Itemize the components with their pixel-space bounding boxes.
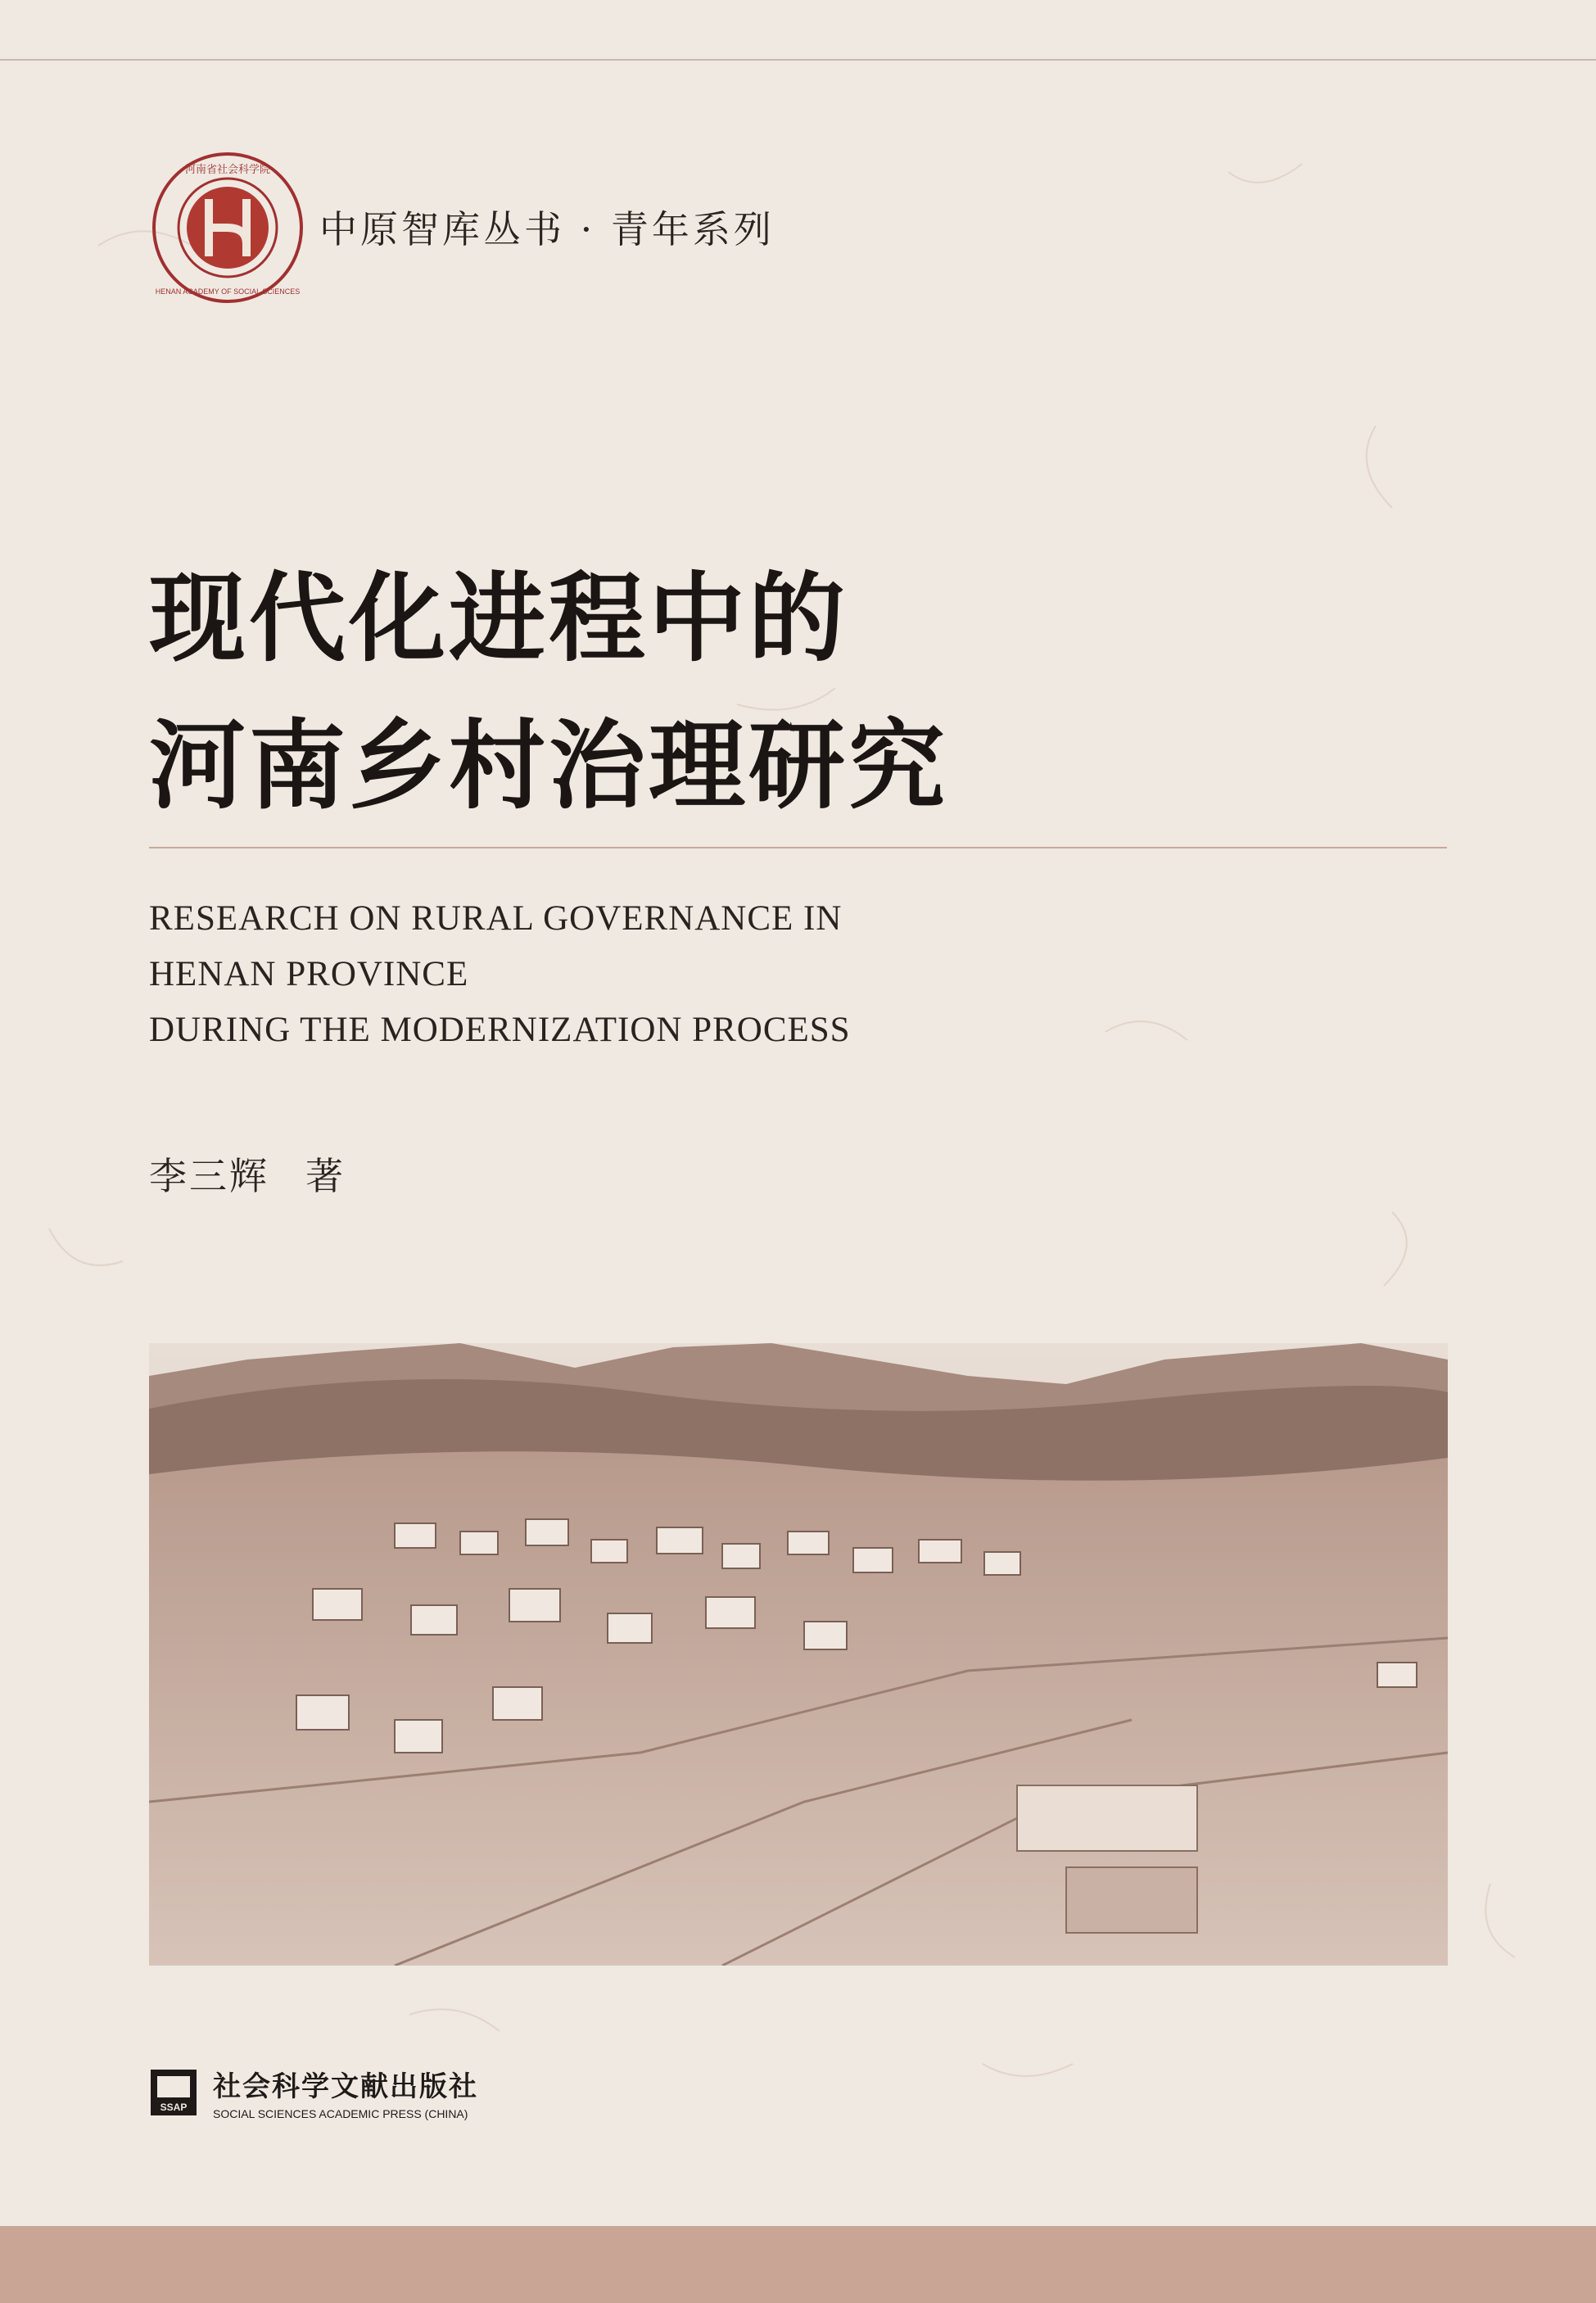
subtitle-line-3: DURING THE MODERNIZATION PROCESS xyxy=(149,1011,851,1049)
village-landscape-photo xyxy=(149,1343,1448,1966)
subtitle-line-2: HENAN PROVINCE xyxy=(149,955,469,993)
top-rule xyxy=(0,59,1596,61)
book-title xyxy=(149,545,948,839)
author-name: 李三辉 xyxy=(149,1154,269,1198)
publisher-block xyxy=(149,2064,478,2120)
publisher-name-en: SOCIAL SCIENCES ACADEMIC PRESS (CHINA) xyxy=(213,2107,468,2120)
seal-cn-text: 河南省社会科学院 xyxy=(184,164,271,176)
ssap-logo-text: SSAP xyxy=(160,2101,188,2113)
academy-seal-logo xyxy=(150,150,305,305)
bottom-color-band xyxy=(0,2226,1596,2303)
english-subtitle xyxy=(149,891,851,1058)
ssap-logo xyxy=(149,2068,198,2117)
subtitle-line-1: RESEARCH ON RURAL GOVERNANCE IN xyxy=(149,899,843,938)
author-role: 著 xyxy=(305,1154,346,1198)
title-divider xyxy=(149,847,1447,848)
publisher-name-cn: 社会科学文献出版社 xyxy=(213,2070,478,2103)
author-line xyxy=(149,1147,346,1201)
seal-en-text: HENAN ACADEMY OF SOCIAL SCIENCES xyxy=(155,287,301,296)
series-name: 中原智库丛书 · 青年系列 xyxy=(319,207,775,251)
title-line-1: 现代化进程中的 xyxy=(149,561,849,675)
title-line-2: 河南乡村治理研究 xyxy=(149,708,949,822)
